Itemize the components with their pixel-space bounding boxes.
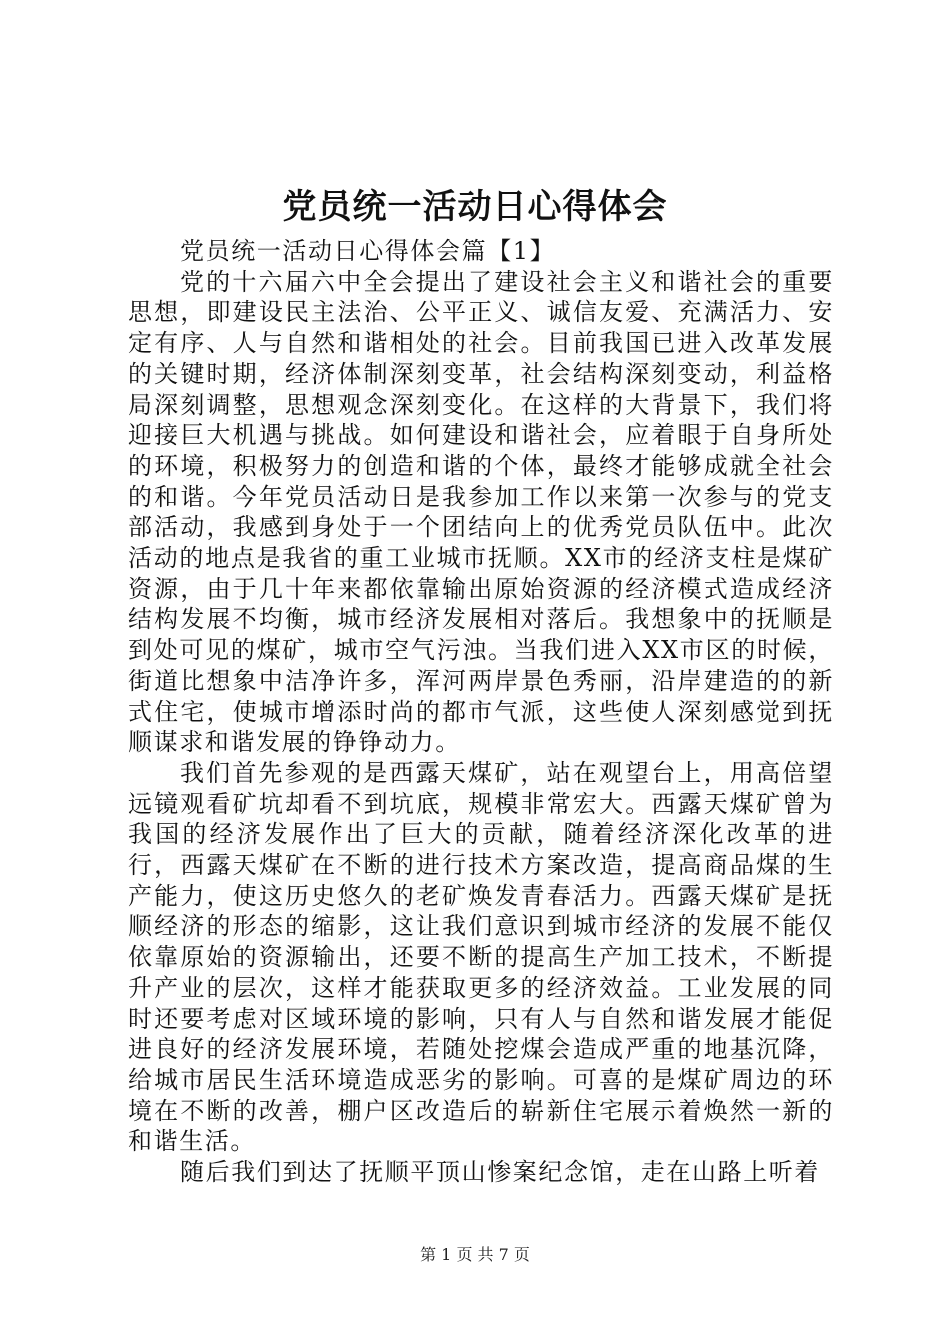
paragraph-1: 党的十六届六中全会提出了建设社会主义和谐社会的重要思想，即建设民主法治、公平正义、诚信友爱、充满活力、安定有序、人与自然和谐相处的社会。目前我国已进入改革发展的关键时期，经济体制深刻变革，社会结构深刻变动，利益格局深刻调整，思想观念深刻变化。在这样的大背景下，我们将迎接巨大机遇与挑战。如何建设和谐社会，应着眼于自身所处的环境，积极努力的创造和谐的个体，最终才能够成就全社会的和谐。今年党员活动日是我参加工作以来第一次参与的党支部活动，我感到身处于一个团结向上的优秀党员队伍中。此次活动的地点是我省的重工业城市抚顺。XX市的经济支柱是煤矿资源，由于几十年来都依靠输出原始资源的经济模式造成经济结构发展不均衡，城市经济发展相对落后。我想象中的抚顺是到处可见的煤矿，城市空气污浊。当我们进入XX市区的时候，街道比想象中洁净许多，浑河两岸景色秀丽，沿岸建造的的新式住宅，使城市增添时尚的都市气派，这些使人深刻感觉到抚顺谋求和谐发展的铮铮动力。 [128, 267, 834, 757]
document-title: 党员统一活动日心得体会 [282, 187, 668, 227]
paragraph-3: 随后我们到达了抚顺平顶山惨案纪念馆，走在山路上听着 [180, 1158, 820, 1187]
page-footer: 第 1 页 共 7 页 [420, 1245, 530, 1264]
document-body [128, 236, 834, 1188]
paragraph-2: 我们首先参观的是西露天煤矿，站在观望台上，用高倍望远镜观看矿坑却看不到坑底，规模非常宏大。西露天煤矿曾为我国的经济发展作出了巨大的贡献，随着经济深化改革的进行，西露天煤矿在不断的进行技术方案改造，提高商品煤的生产能力，使这历史悠久的老矿焕发青春活力。西露天煤矿是抚顺经济的形态的缩影，这让我们意识到城市经济的发展不能仅依靠原始的资源输出，还要不断的提高生产加工技术，不断提升产业的层次，这样才能获取更多的经济效益。工业发展的同时还要考虑对区域环境的影响，只有人与自然和谐发展才能促进良好的经济发展环境，若随处挖煤会造成严重的地基沉降，给城市居民生活环境造成恶劣的影响。可喜的是煤矿周边的环境在不断的改善，棚户区改造后的崭新住宅展示着焕然一新的和谐生活。 [128, 758, 834, 1156]
section-heading: 党员统一活动日心得体会篇【1】 [180, 237, 556, 265]
